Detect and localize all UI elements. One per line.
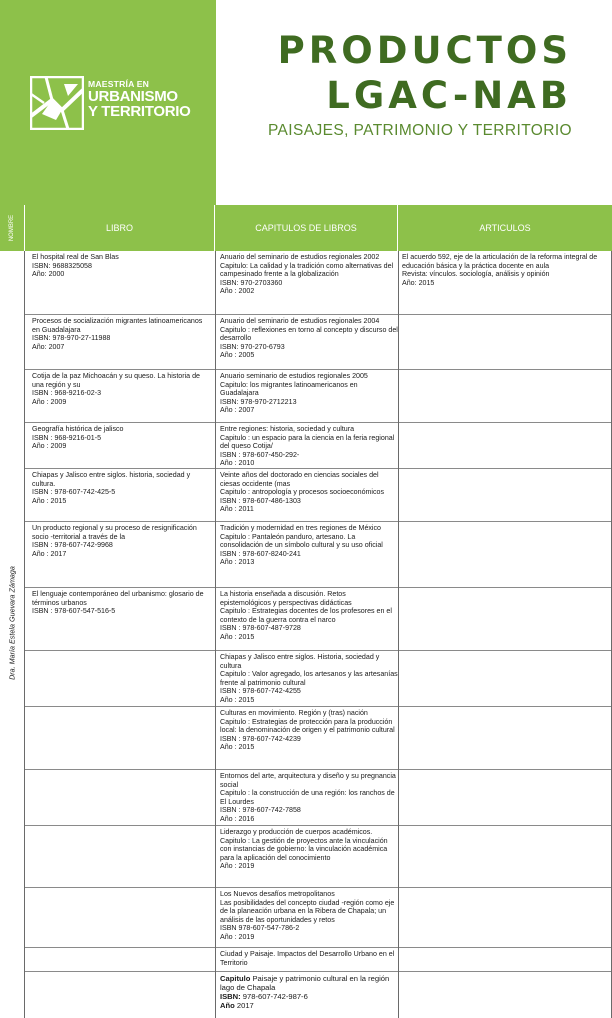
column-header-libro: LIBRO — [25, 205, 215, 251]
maestria-logo-icon — [30, 76, 84, 130]
table-row — [25, 251, 612, 315]
capitulo-cell: Chiapas y Jalisco entre siglos. Historia, sociedad y cultura Capitulo : Valor agregado, los artesanos y las artesanías frente al patrimonio cultural ISBN : 978-607-742-4255 Año : 2015 — [220, 653, 398, 704]
page-header — [0, 0, 612, 205]
table-row — [25, 370, 612, 423]
capitulo-cell: Tradición y modernidad en tres regiones de México Capitulo : Pantaleón panduro, artesano. La consolidación de un símbolo cultural y su uso oficial ISBN : 978-607-8240-241 Año : 2013 — [220, 524, 383, 567]
page-title — [278, 28, 572, 118]
column-divider — [398, 251, 399, 1018]
table-row — [25, 826, 612, 888]
articulo-cell: El acuerdo 592, eje de la articulación de la reforma integral de educación básica y la práctica docente en aula Revista: vínculos. sociología, análisis y opinión Año: 2015 — [402, 253, 598, 287]
column-header-articulos: ARTICULOS — [398, 205, 612, 251]
column-header-nombre — [0, 205, 25, 251]
table-row — [25, 588, 612, 651]
table-row — [25, 888, 612, 948]
libro-cell: Chiapas y Jalisco entre siglos. historia, sociedad y cultura. ISBN : 978-607-742-425-5 Año : 2015 — [32, 471, 191, 505]
capitulo-cell: Veinte años del doctorado en ciencias sociales del ciesas occidente (mas Capitulo : antropología y procesos socioeconómicos ISBN : 978-607-486-1303 Año : 2011 — [220, 471, 385, 514]
capitulo-cell: Ciudad y Paisaje. Impactos del Desarrollo Urbano en el Territorio — [220, 950, 395, 967]
logo-panel — [0, 0, 216, 205]
libro-cell: Cotija de la paz Michoacán y su queso. La historia de una región y su ISBN : 968-9216-02-3 Año : 2009 — [32, 372, 200, 406]
column-divider — [215, 251, 216, 1018]
capitulo-cell: La historia enseñada a discusión. Retos epistemológicos y perspectivas didácticas Capitulo : Estrategias docentes de los profesores en el contexto de la guerra contra el narco ISBN : 978-607-487-9728 Año : 2015 — [220, 590, 392, 641]
isbn-value: 978-607-742-987-6 — [240, 992, 308, 1001]
table-row — [25, 522, 612, 588]
title-line2: LGAC-NAB — [326, 74, 572, 117]
libro-cell: Procesos de socialización migrantes latinoamericanos en Guadalajara ISBN: 978-970-27-11988 Año: 2007 — [32, 317, 203, 351]
table-row — [25, 948, 612, 972]
logo-line3: Y TERRITORIO — [88, 103, 191, 120]
capitulo-cell: Anuario del seminario de estudios regionales 2002 Capitulo: La calidad y la tradición como alternativas del campesinado frente a la globalización ISBN: 970-2703360 Año : 2002 — [220, 253, 394, 296]
capitulo-text: Paisaje y patrimonio cultural en la región lago de Chapala — [220, 974, 390, 992]
libro-cell: El lenguaje contemporáneo del urbanismo: glosario de términos urbanos ISBN : 978-607-547-516-5 — [32, 590, 204, 616]
table-row — [25, 651, 612, 707]
isbn-label: ISBN: — [220, 992, 241, 1001]
title-line1: PRODUCTOS — [277, 29, 572, 72]
capitulo-label: Capitulo — [220, 974, 251, 983]
capitulo-cell: Entre regiones: historia, sociedad y cultura Capitulo : un espacio para la ciencia en la feria regional del queso Cotija/ ISBN : 978-607-450-292- Año : 2010 — [220, 425, 395, 468]
products-table — [0, 205, 612, 1018]
table-row — [25, 469, 612, 522]
libro-cell: Un producto regional y su proceso de resignificación socio -territorial a través de la ISBN : 978-607-742-9968 Año : 2017 — [32, 524, 197, 558]
capitulo-cell: Liderazgo y producción de cuerpos académicos. Capitulo : La gestión de proyectos ante la vinculación con instancias de gobierno: la vinculación académica para la aplicación del conocimiento Año : 2019 — [220, 828, 388, 871]
logo-line2: URBANISMO — [88, 88, 178, 105]
author-name: Dra. María Estela Guevara Zámaga — [7, 566, 17, 680]
capitulo-cell — [220, 974, 398, 1010]
capitulo-cell: Los Nuevos desafíos metropolitanos Las posibilidades del concepto ciudad -región como eje de la planeación urbana en la Ribera de Chapala; un análisis de las oportunidades y retos ISBN 978-607-547-786-2 Año : 2019 — [220, 890, 395, 941]
table-row — [25, 770, 612, 826]
author-cell — [0, 251, 25, 1018]
year-value: 2017 — [234, 1001, 254, 1010]
capitulo-cell: Entornos del arte, arquitectura y diseño y su pregnancia social Capitulo : la construcción de una región: los ranchos de El Lourdes ISBN : 978-607-742-7858 Año : 2016 — [220, 772, 396, 823]
logo-line1: MAESTRÍA EN — [88, 79, 150, 89]
libro-cell: El hospital real de San Blas ISBN: 9688325058 Año: 2000 — [32, 253, 119, 279]
table-row — [25, 707, 612, 770]
table-row — [25, 972, 612, 1018]
logo-text — [88, 79, 191, 119]
capitulo-cell: Anuario seminario de estudios regionales 2005 Capitulo: los migrantes latinoamericanos en Guadalajara ISBN: 978-970-2712213 Año : 2007 — [220, 372, 368, 415]
table-row — [25, 315, 612, 370]
capitulo-cell: Culturas en movimiento. Región y (tras) nación Capitulo : Estrategias de protección para la producción local: la denominación de origen y el patrimonio cultural ISBN : 978-607-742-4239 Año : 2015 — [220, 709, 395, 752]
column-header-capitulos: CAPITULOS DE LIBROS — [215, 205, 398, 251]
year-label: Año — [220, 1001, 235, 1010]
table-row — [25, 423, 612, 469]
capitulo-cell: Anuario del seminario de estudios regionales 2004 Capitulo : reflexiones en torno al concepto y discurso del desarrollo ISBN: 970-270-6793 Año : 2005 — [220, 317, 398, 360]
page-subtitle: PAISAJES, PATRIMONIO Y TERRITORIO — [267, 122, 572, 139]
libro-cell: Geografía histórica de jalisco ISBN : 968-9216-01-5 Año : 2009 — [32, 425, 124, 451]
nombre-label: NOMBRE — [9, 214, 15, 242]
